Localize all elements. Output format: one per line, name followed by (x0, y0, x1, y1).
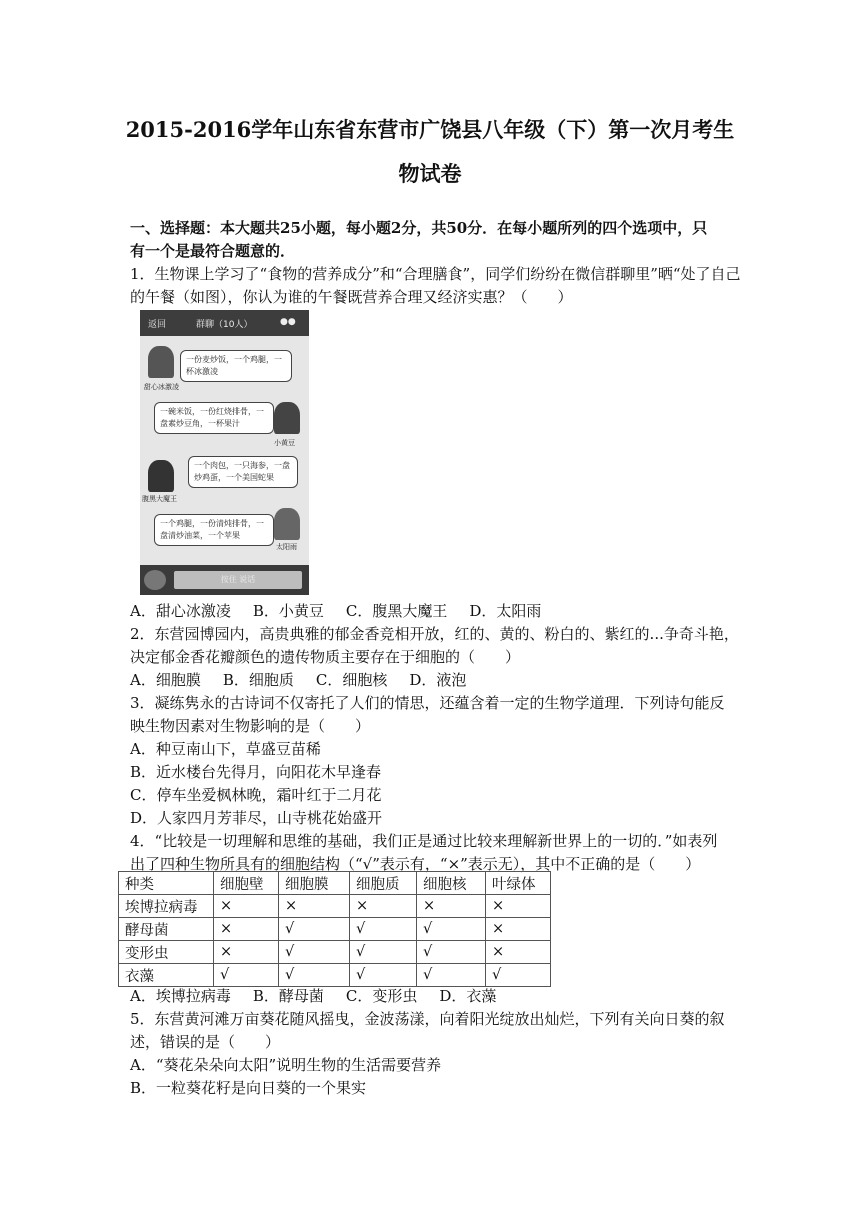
back-label: 返回 (148, 320, 167, 330)
sender-name: 腹黑大魔王 (142, 495, 177, 503)
q4-option-d: D．衣藻 (439, 987, 497, 1005)
chat-bubble: 一个肉包，一只海参，一盘炒鸡蛋，一个美国蛇果 (188, 456, 298, 488)
q3-stem-line1: 3．凝练隽永的古诗词不仅寄托了人们的情思，还蕴含着一定的生物学道理．下列诗句能反 (130, 694, 725, 712)
q1-option-b: B．小黄豆 (252, 602, 324, 620)
table-row (119, 964, 551, 987)
q1-options (130, 600, 563, 622)
chat-input-bar (140, 565, 309, 595)
table-cell: √ (417, 941, 486, 964)
q2-stem-line2: 决定郁金香花瓣颜色的遗传物质主要存在于细胞的（ ） (130, 648, 521, 666)
table-cell: √ (279, 918, 350, 941)
q2-options (130, 669, 488, 691)
avatar (274, 402, 300, 434)
voice-toggle-icon[interactable] (144, 570, 166, 590)
table-cell: × (486, 895, 551, 918)
section-heading-line1: 一、选择题：本大题共25小题，每小题2分，共50分．在每小题所列的四个选项中，只 (130, 219, 708, 237)
table-cell: √ (350, 918, 417, 941)
table-header: 细胞膜 (279, 872, 350, 895)
table-cell: 变形虫 (119, 941, 214, 964)
q3-option-c: C．停车坐爱枫林晚，霜叶红于二月花 (130, 786, 382, 804)
q3-option-b: B．近水楼台先得月，向阳花木早逢春 (130, 763, 382, 781)
sender-name: 小黄豆 (274, 439, 295, 447)
group-name: 群聊（10人） (196, 320, 253, 330)
q4-stem-line1: 4．“比较是一切理解和思维的基础，我们正是通过比较来理解新世界上的一切的．”如表列 (130, 832, 718, 850)
chat-bubble: 一个鸡腿，一份清炖排骨，一盘清炒油菜，一个苹果 (154, 514, 274, 546)
section-heading-line2: 有一个是最符合题意的． (130, 242, 296, 260)
q2-option-b: B．细胞质 (222, 671, 294, 689)
table-cell: √ (279, 964, 350, 987)
members-icon: ●● (280, 317, 296, 327)
table-cell: × (279, 895, 350, 918)
table-cell: √ (417, 964, 486, 987)
table-header: 细胞质 (350, 872, 417, 895)
table-cell: √ (350, 941, 417, 964)
q5-stem-line2: 述，错误的是（ ） (130, 1033, 281, 1051)
table-cell: √ (279, 941, 350, 964)
table-cell: × (417, 895, 486, 918)
table-cell: √ (417, 918, 486, 941)
avatar (148, 460, 174, 492)
sender-name: 太阳雨 (276, 543, 297, 551)
cell-structure-table (118, 871, 551, 987)
avatar (274, 508, 300, 540)
chat-bubble: 一碗米饭，一份红烧排骨，一盘素炒豆角，一杯果汁 (154, 402, 274, 434)
table-cell: √ (214, 964, 279, 987)
q5-option-a: A．“葵花朵朵向太阳”说明生物的生活需要营养 (130, 1056, 442, 1074)
q4-options (130, 985, 518, 1007)
table-row (119, 941, 551, 964)
chat-bubble: 一份麦炒饭，一个鸡腿，一杯冰激凌 (180, 350, 292, 382)
table-cell: × (214, 895, 279, 918)
q4-option-c: C．变形虫 (345, 987, 418, 1005)
q1-option-c: C．腹黑大魔王 (345, 602, 448, 620)
table-header: 种类 (119, 872, 214, 895)
paper-title-line2: 物试卷 (398, 161, 462, 186)
table-header: 叶绿体 (486, 872, 551, 895)
q4-option-b: B．酵母菌 (252, 987, 324, 1005)
q2-option-d: D．液泡 (409, 671, 467, 689)
q1-stem-line1: 1．生物课上学习了“食物的营养成分”和“合理膳食”，同学们纷纷在微信群聊里”晒“处了自己 (130, 265, 741, 283)
q1-stem-line2: 的午餐（如图），你认为谁的午餐既营养合理又经济实惠？（ ） (130, 288, 573, 306)
q1-option-a: A．甜心冰激凌 (130, 602, 231, 620)
q3-stem-line2: 映生物因素对生物影响的是（ ） (130, 717, 371, 735)
table-cell: × (486, 918, 551, 941)
wechat-screenshot (140, 310, 309, 595)
hold-to-talk-button[interactable]: 按住 说话 (174, 571, 302, 589)
chat-top-bar (140, 310, 309, 336)
q1-option-d: D．太阳雨 (469, 602, 542, 620)
table-row (119, 918, 551, 941)
avatar (148, 346, 174, 378)
q2-option-c: C．细胞核 (315, 671, 388, 689)
q2-option-a: A．细胞膜 (130, 671, 201, 689)
table-header-row (119, 872, 551, 895)
q5-option-b: B．一粒葵花籽是向日葵的一个果实 (130, 1079, 367, 1097)
table-cell: 酵母菌 (119, 918, 214, 941)
q2-stem-line1: 2．东营园博园内，高贵典雅的郁金香竞相开放，红的、黄的、粉白的、紫红的...争奇斗艳， (130, 625, 739, 643)
paper-title-line1: 2015-2016学年山东省东营市广饶县八年级（下）第一次月考生 (125, 117, 735, 142)
q5-stem-line1: 5．东营黄河滩万亩葵花随风摇曳，金波荡漾，向着阳光绽放出灿烂，下列有关向日葵的叙 (130, 1010, 725, 1028)
table-cell: √ (486, 964, 551, 987)
table-cell: 衣藻 (119, 964, 214, 987)
table-cell: × (350, 895, 417, 918)
table-header: 细胞核 (417, 872, 486, 895)
q3-option-a: A．种豆南山下，草盛豆苗稀 (130, 740, 321, 758)
q4-option-a: A．埃博拉病毒 (130, 987, 231, 1005)
table-cell: 埃博拉病毒 (119, 895, 214, 918)
table-row (119, 895, 551, 918)
table-cell: √ (350, 964, 417, 987)
table-header: 细胞壁 (214, 872, 279, 895)
q3-option-d: D．人家四月芳菲尽，山寺桃花始盛开 (130, 809, 383, 827)
table-cell: × (214, 941, 279, 964)
sender-name: 甜心冰激凌 (144, 383, 179, 391)
q4-stem-line2: 出了四种生物所具有的细胞结构（“√”表示有，“×”表示无），其中不正确的是（ ） (130, 855, 701, 873)
table-cell: × (486, 941, 551, 964)
table-cell: × (214, 918, 279, 941)
